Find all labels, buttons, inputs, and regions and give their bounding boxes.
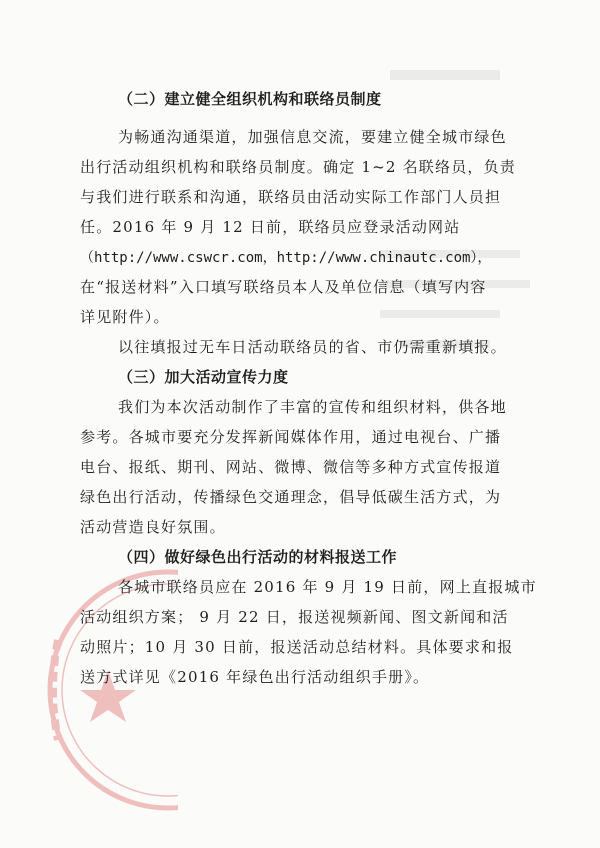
section-2-line-1: 为畅通沟通渠道，加强信息交流，要建立健全城市绿色 [118,128,507,146]
section-2-line-7: 详见附件）。 [80,308,170,326]
section-3-line-4: 绿色出行活动，传播绿色交通理念，倡导低碳生活方式，为 [80,488,502,506]
section-2-line-4: 任。2016 年 9 月 12 日前，联络员应登录活动网站 [80,218,461,236]
section-4-line-2: 活动组织方案； 9 月 22 日，报送视频新闻、图文新闻和活 [80,608,509,626]
section-4-heading: （四）做好绿色出行活动的材料报送工作 [118,548,398,566]
section-2-line-6: 在“报送材料”入口填写联络员本人及单位信息（填写内容 [80,278,487,296]
section-2-url-line: （http://www.cswcr.com，http://www.chinautc.com）， [80,250,492,266]
section-3-heading: （三）加大活动宣传力度 [118,368,289,386]
section-4-line-4: 送方式详见《2016 年绿色出行活动组织手册》。 [80,668,430,686]
section-2-note: 以往填报过无车日活动联络员的省、市仍需重新填报。 [118,338,507,356]
section-3-line-1: 我们为本次活动制作了丰富的宣传和组织材料，供各地 [118,398,507,416]
section-2-heading: （二）建立健全组织机构和联络员制度 [118,90,382,108]
section-4-line-3: 动照片；10 月 30 日前，报送活动总结材料。具体要求和报 [80,638,514,656]
section-4-line-1: 各城市联络员应在 2016 年 9 月 19 日前，网上直报城市 [118,578,537,596]
official-seal-icon [18,560,178,820]
section-3-line-5: 活动营造良好氛围。 [80,518,226,536]
section-3-line-2: 参考。各城市要充分发挥新闻媒体作用，通过电视台、广播 [80,428,502,446]
section-3-line-3: 电台、报纸、期刊、网站、微博、微信等多种方式宣传报道 [80,458,502,476]
section-2-line-3: 与我们进行联系和沟通，联络员由活动实际工作部门人员担 [80,188,502,206]
section-2-line-2: 出行活动组织机构和联络员制度。确定 1~2 名联络员，负责 [80,158,516,176]
